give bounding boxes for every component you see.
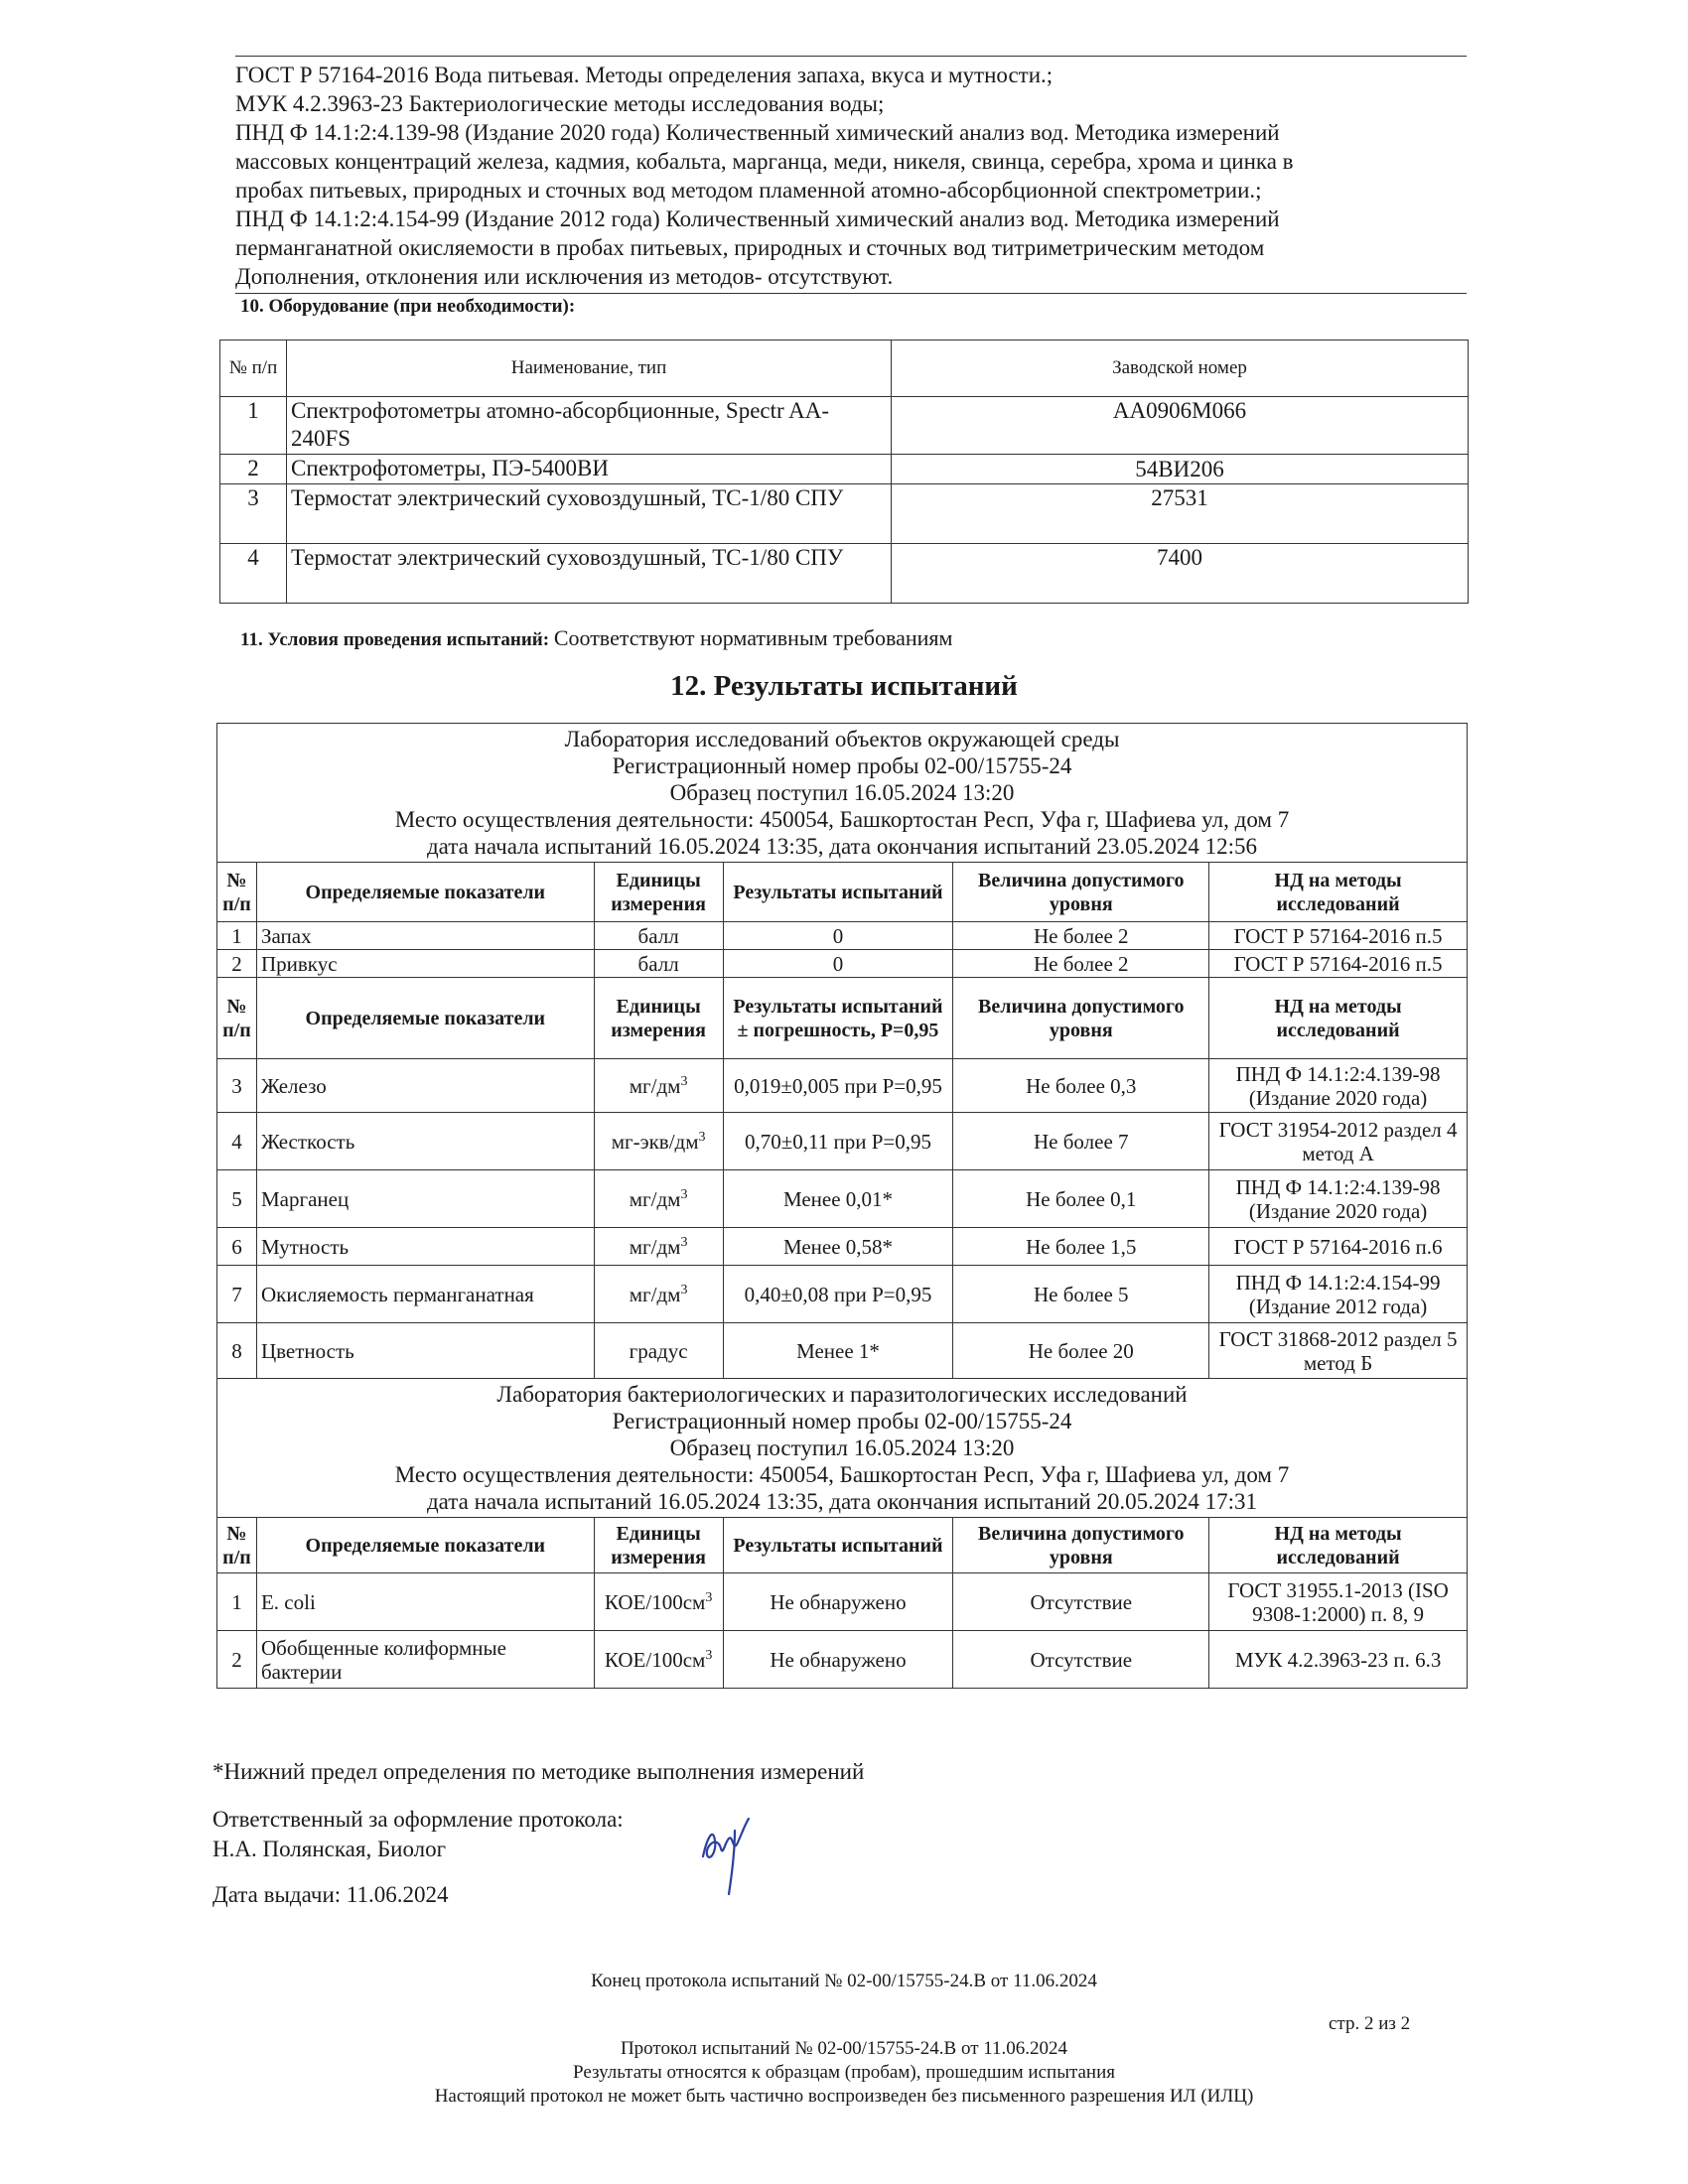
cell-method: ПНД Ф 14.1:2:4.154-99 (Издание 2012 года) xyxy=(1209,1266,1468,1323)
unit-superscript: 3 xyxy=(705,1589,713,1605)
cell-indicator: Привкус xyxy=(256,950,594,978)
unit-superscript: 3 xyxy=(680,1186,688,1202)
methods-line: ПНД Ф 14.1:2:4.139-98 (Издание 2020 года) Количественный химический анализ вод. Методика измерений xyxy=(235,120,1280,145)
cell-result: Менее 0,58* xyxy=(723,1228,953,1266)
header-result: Результаты испытаний xyxy=(723,863,953,922)
responsible-label: Ответственный за оформление протокола: xyxy=(212,1807,624,1832)
table-header-row xyxy=(220,341,1469,397)
cell-serial: 54ВИ206 xyxy=(892,455,1469,484)
lab1-dates: дата начала испытаний 16.05.2024 13:35, дата окончания испытаний 23.05.2024 12:56 xyxy=(426,834,1258,859)
cell-indicator: Мутность xyxy=(256,1228,594,1266)
page-number: стр. 2 из 2 xyxy=(1329,2013,1411,2034)
cell-result: Не обнаружено xyxy=(723,1573,953,1631)
cell-method: ГОСТ 31955.1-2013 (ISO 9308-1:2000) п. 8, 9 xyxy=(1209,1573,1468,1631)
lab1-info xyxy=(217,724,1468,863)
cell-unit xyxy=(594,1573,723,1631)
cell-limit: Отсутствие xyxy=(953,1573,1209,1631)
cell-limit: Не более 5 xyxy=(953,1266,1209,1323)
cell-result: 0 xyxy=(723,950,953,978)
header-indicator: Определяемые показатели xyxy=(256,1518,594,1573)
cell-no: 6 xyxy=(217,1228,257,1266)
header-result: Результаты испытаний xyxy=(723,1518,953,1573)
lab1-location: Место осуществления деятельности: 450054, Башкортостан Респ, Уфа г, Шафиева ул, дом 7 xyxy=(394,807,1290,832)
unit-text: градус xyxy=(629,1338,688,1363)
end-of-protocol: Конец протокола испытаний № 02-00/15755-24.В от 11.06.2024 xyxy=(591,1971,1097,1991)
cell-indicator: Жесткость xyxy=(256,1113,594,1170)
responsible-block xyxy=(212,1805,624,1864)
header-unit: Единицы измерения xyxy=(594,863,723,922)
header-method: НД на методы исследований xyxy=(1209,978,1468,1059)
unit-superscript: 3 xyxy=(680,1234,688,1250)
methods-line: ГОСТ Р 57164-2016 Вода питьевая. Методы определения запаха, вкуса и мутности.; xyxy=(235,63,1054,87)
cell-result: Не обнаружено xyxy=(723,1631,953,1689)
table-header-row xyxy=(217,1518,1468,1573)
cell-unit xyxy=(594,1266,723,1323)
cell-indicator: Обобщенные колиформные бактерии xyxy=(256,1631,594,1689)
cell-no: 1 xyxy=(217,922,257,950)
methods-line: МУК 4.2.3963-23 Бактериологические методы исследования воды; xyxy=(235,91,885,116)
cell-limit: Отсутствие xyxy=(953,1631,1209,1689)
lab1-received: Образец поступил 16.05.2024 13:20 xyxy=(669,780,1015,805)
cell-no: 2 xyxy=(217,1631,257,1689)
cell-method: ГОСТ Р 57164-2016 п.6 xyxy=(1209,1228,1468,1266)
cell-no: 2 xyxy=(220,455,287,484)
cell-method: ПНД Ф 14.1:2:4.139-98 (Издание 2020 года) xyxy=(1209,1170,1468,1228)
footnote: *Нижний предел определения по методике выполнения измерений xyxy=(212,1759,865,1784)
table-row xyxy=(217,1631,1468,1689)
methods-line: массовых концентраций железа, кадмия, кобальта, марганца, меди, никеля, свинца, серебра, хрома и цинка в xyxy=(235,149,1294,174)
cell-method: ГОСТ Р 57164-2016 п.5 xyxy=(1209,922,1468,950)
cell-serial: 27531 xyxy=(892,484,1469,544)
cell-name: Спектрофотометры, ПЭ-5400ВИ xyxy=(287,455,892,484)
cell-limit: Не более 0,3 xyxy=(953,1059,1209,1113)
cell-method: ГОСТ Р 57164-2016 п.5 xyxy=(1209,950,1468,978)
unit-superscript: 3 xyxy=(698,1129,706,1145)
cell-unit xyxy=(594,1059,723,1113)
conditions xyxy=(240,625,952,651)
table-row xyxy=(220,544,1469,604)
cell-unit xyxy=(594,1323,723,1379)
cell-method: ГОСТ 31868-2012 раздел 5 метод Б xyxy=(1209,1323,1468,1379)
responsible-name: Н.А. Полянская, Биолог xyxy=(212,1837,447,1861)
table-row xyxy=(217,1266,1468,1323)
cell-result: 0 xyxy=(723,922,953,950)
table-row xyxy=(217,1170,1468,1228)
cell-unit xyxy=(594,1631,723,1689)
lab2-received: Образец поступил 16.05.2024 13:20 xyxy=(669,1435,1015,1460)
cell-no: 3 xyxy=(220,484,287,544)
cell-limit: Не более 1,5 xyxy=(953,1228,1209,1266)
table-row xyxy=(217,1573,1468,1631)
cell-method: ГОСТ 31954-2012 раздел 4 метод А xyxy=(1209,1113,1468,1170)
conditions-label: 11. Условия проведения испытаний: xyxy=(240,629,550,650)
header-limit: Величина допустимого уровня xyxy=(953,1518,1209,1573)
cell-method: МУК 4.2.3963-23 п. 6.3 xyxy=(1209,1631,1468,1689)
table-row xyxy=(217,1059,1468,1113)
lab2-reg-number: Регистрационный номер пробы 02-00/15755-24 xyxy=(612,1409,1072,1433)
lab2-info xyxy=(217,1379,1468,1518)
methods-line: Дополнения, отклонения или исключения из методов- отсутствуют. xyxy=(235,264,894,289)
header-method: НД на методы исследований xyxy=(1209,1518,1468,1573)
cell-limit: Не более 2 xyxy=(953,950,1209,978)
table-header-row xyxy=(217,978,1468,1059)
cell-indicator: Марганец xyxy=(256,1170,594,1228)
cell-indicator: Запах xyxy=(256,922,594,950)
cell-result: Менее 1* xyxy=(723,1323,953,1379)
unit-superscript: 3 xyxy=(680,1073,688,1089)
lab1-reg-number: Регистрационный номер пробы 02-00/15755-24 xyxy=(612,753,1072,778)
cell-limit: Не более 0,1 xyxy=(953,1170,1209,1228)
results-title: 12. Результаты испытаний xyxy=(670,670,1018,702)
cell-indicator: E. coli xyxy=(256,1573,594,1631)
footer-line: Протокол испытаний № 02-00/15755-24.В от 11.06.2024 xyxy=(620,2038,1068,2059)
unit-text: КОЕ/100см xyxy=(604,1647,706,1672)
lab2-name: Лаборатория бактериологических и паразитологических исследований xyxy=(496,1382,1188,1407)
header-name: Наименование, тип xyxy=(287,341,892,397)
cell-result: 0,70±0,11 при Р=0,95 xyxy=(723,1113,953,1170)
header-no: № п/п xyxy=(217,863,257,922)
cell-no: 4 xyxy=(220,544,287,604)
unit-text: мг/дм xyxy=(629,1186,681,1211)
cell-unit xyxy=(594,1228,723,1266)
header-no: № п/п xyxy=(217,1518,257,1573)
cell-indicator: Железо xyxy=(256,1059,594,1113)
table-row xyxy=(217,1113,1468,1170)
unit-superscript: 3 xyxy=(680,1282,688,1297)
cell-unit xyxy=(594,1113,723,1170)
cell-unit: балл xyxy=(594,922,723,950)
lab2-location: Место осуществления деятельности: 450054, Башкортостан Респ, Уфа г, Шафиева ул, дом 7 xyxy=(394,1462,1290,1487)
lab1-name: Лаборатория исследований объектов окружающей среды xyxy=(564,727,1120,751)
header-no: № п/п xyxy=(220,341,287,397)
cell-limit: Не более 20 xyxy=(953,1323,1209,1379)
equipment-title: 10. Оборудование (при необходимости): xyxy=(240,296,576,317)
header-indicator: Определяемые показатели xyxy=(256,978,594,1059)
results-table xyxy=(216,723,1468,1689)
footer-line: Результаты относятся к образцам (пробам), прошедшим испытания xyxy=(573,2062,1115,2083)
table-row xyxy=(217,1323,1468,1379)
conditions-value: Соответствуют нормативным требованиям xyxy=(553,625,953,650)
cell-no: 5 xyxy=(217,1170,257,1228)
footer xyxy=(0,2037,1688,2109)
table-row xyxy=(220,455,1469,484)
cell-result: Менее 0,01* xyxy=(723,1170,953,1228)
header-serial: Заводской номер xyxy=(892,341,1469,397)
cell-no: 1 xyxy=(220,397,287,455)
methods-line: ПНД Ф 14.1:2:4.154-99 (Издание 2012 года) Количественный химический анализ вод. Методика измерений xyxy=(235,206,1280,231)
signature-image xyxy=(695,1809,765,1898)
lab2-header xyxy=(217,1379,1468,1518)
table-row xyxy=(220,397,1469,455)
unit-superscript: 3 xyxy=(705,1647,713,1663)
cell-method: ПНД Ф 14.1:2:4.139-98 (Издание 2020 года) xyxy=(1209,1059,1468,1113)
cell-unit: балл xyxy=(594,950,723,978)
lab2-dates: дата начала испытаний 16.05.2024 13:35, дата окончания испытаний 20.05.2024 17:31 xyxy=(426,1489,1258,1514)
cell-indicator: Окисляемость перманганатная xyxy=(256,1266,594,1323)
cell-name: Термостат электрический суховоздушный, ТС-1/80 СПУ xyxy=(287,544,892,604)
header-unit: Единицы измерения xyxy=(594,1518,723,1573)
header-method: НД на методы исследований xyxy=(1209,863,1468,922)
unit-text: мг/дм xyxy=(629,1234,681,1259)
header-indicator: Определяемые показатели xyxy=(256,863,594,922)
cell-limit: Не более 7 xyxy=(953,1113,1209,1170)
header-limit: Величина допустимого уровня xyxy=(953,978,1209,1059)
cell-no: 8 xyxy=(217,1323,257,1379)
cell-no: 7 xyxy=(217,1266,257,1323)
cell-unit xyxy=(594,1170,723,1228)
equipment-table xyxy=(219,340,1469,604)
unit-text: мг/дм xyxy=(629,1282,681,1306)
cell-no: 1 xyxy=(217,1573,257,1631)
methods-list xyxy=(235,56,1467,294)
header-unit: Единицы измерения xyxy=(594,978,723,1059)
cell-indicator: Цветность xyxy=(256,1323,594,1379)
cell-name: Спектрофотометры атомно-абсорбционные, Spectr AA-240FS xyxy=(287,397,892,455)
unit-text: мг/дм xyxy=(629,1073,681,1098)
table-row xyxy=(217,1228,1468,1266)
header-result: Результаты испытаний ± погрешность, Р=0,95 xyxy=(723,978,953,1059)
cell-result: 0,40±0,08 при Р=0,95 xyxy=(723,1266,953,1323)
unit-text: КОЕ/100см xyxy=(604,1589,706,1614)
header-limit: Величина допустимого уровня xyxy=(953,863,1209,922)
methods-line: перманганатной окисляемости в пробах питьевых, природных и сточных вод титриметрическим методом xyxy=(235,235,1265,260)
cell-no: 3 xyxy=(217,1059,257,1113)
footer-line: Настоящий протокол не может быть частично воспроизведен без письменного разрешения ИЛ (ИЛЦ) xyxy=(434,2086,1254,2107)
lab1-header xyxy=(217,724,1468,863)
table-header-row xyxy=(217,863,1468,922)
issue-date: Дата выдачи: 11.06.2024 xyxy=(212,1882,449,1907)
cell-no: 2 xyxy=(217,950,257,978)
cell-no: 4 xyxy=(217,1113,257,1170)
table-row xyxy=(217,950,1468,978)
methods-line: пробах питьевых, природных и сточных вод методом пламенной атомно-абсорбционной спектрометрии.; xyxy=(235,178,1262,203)
header-no: № п/п xyxy=(217,978,257,1059)
cell-serial: AA0906M066 xyxy=(892,397,1469,455)
cell-name: Термостат электрический суховоздушный, ТС-1/80 СПУ xyxy=(287,484,892,544)
cell-limit: Не более 2 xyxy=(953,922,1209,950)
table-row xyxy=(220,484,1469,544)
unit-text: мг-экв/дм xyxy=(611,1129,699,1154)
cell-serial: 7400 xyxy=(892,544,1469,604)
cell-result: 0,019±0,005 при Р=0,95 xyxy=(723,1059,953,1113)
table-row xyxy=(217,922,1468,950)
